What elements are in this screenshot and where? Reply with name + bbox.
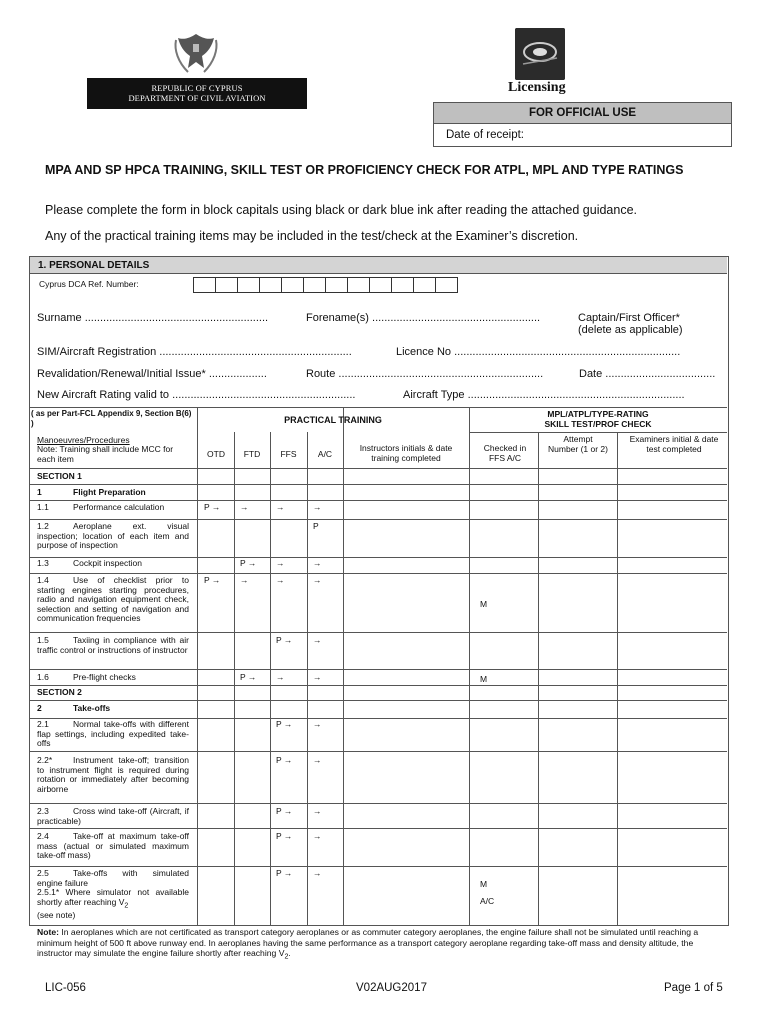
- ref-number-label: Cyprus DCA Ref. Number:: [39, 279, 139, 289]
- skill-test-heading-1: MPL/ATPL/TYPE-RATING: [547, 409, 649, 419]
- item-number: 1.6: [37, 672, 49, 682]
- surname-field[interactable]: Surname ............................................................: [37, 312, 269, 324]
- cell-ftd: P →: [240, 558, 257, 568]
- note-end: .: [288, 948, 291, 958]
- aircraft-type-field[interactable]: Aircraft Type .......................................................................: [403, 389, 685, 401]
- table-rule: [29, 407, 727, 408]
- official-use-heading: FOR OFFICIAL USE: [434, 103, 731, 124]
- table-rule: [29, 866, 727, 867]
- col-examiner: Examiners initial & date test completed: [629, 434, 719, 454]
- practical-training-heading: PRACTICAL TRAINING: [284, 415, 382, 425]
- ref-box[interactable]: [325, 277, 348, 293]
- cell-ffs: P →: [276, 635, 293, 645]
- cell-ftd: →: [240, 502, 249, 512]
- form-version: V02AUG2017: [356, 982, 427, 994]
- licensing-title: Licensing: [508, 80, 566, 95]
- item-number: 2.4: [37, 831, 49, 841]
- department-banner: [87, 78, 307, 109]
- item-description: Performance calculation: [73, 502, 165, 512]
- cell-checked: M: [480, 673, 488, 684]
- item-number: 1.2: [37, 521, 49, 531]
- table-rule: [29, 669, 727, 670]
- official-use-box: [433, 102, 732, 147]
- table-rule: [29, 632, 727, 633]
- new-rating-field[interactable]: New Aircraft Rating valid to ............................................................: [37, 389, 356, 401]
- cell-ac: →: [313, 755, 322, 765]
- section2-number: 2: [37, 703, 42, 713]
- cell-ffs: P →: [276, 831, 293, 841]
- section1-title: Flight Preparation: [73, 487, 146, 497]
- item-description: Take-offs with simulated engine failure 2.5.1* Where simulator not available shortly after reaching $V_2$ (see note): [37, 868, 189, 920]
- note-label: Note:: [37, 927, 59, 937]
- ref-box[interactable]: [281, 277, 304, 293]
- item-description: Pre-flight checks: [73, 672, 136, 682]
- table-rule: [29, 519, 727, 520]
- item-description: Instrument take-off; transition to instrument flight is required during rotation or immediately after becoming airborne: [37, 755, 189, 794]
- cell-ac: →: [313, 806, 322, 816]
- col-ffs: FFS: [280, 449, 297, 459]
- cell-checked: M: [480, 879, 488, 889]
- ref-box[interactable]: [391, 277, 414, 293]
- item-description: Cockpit inspection: [73, 558, 142, 568]
- table-rule: [29, 468, 727, 469]
- item-number: 1.3: [37, 558, 49, 568]
- cell-ffs: P →: [276, 755, 293, 765]
- ref-box[interactable]: [435, 277, 458, 293]
- item-description: Aeroplane ext. visual inspection; location of each item and purpose of inspection: [37, 521, 189, 550]
- cell-ffs: →: [276, 558, 285, 568]
- cell-ac: →: [313, 558, 322, 568]
- table-rule: [29, 484, 727, 485]
- item-description: Normal take-offs with different flap settings, including expedited take- offs: [37, 719, 189, 748]
- item-description: Cross wind take-off (Aircraft, if practicable): [37, 806, 189, 826]
- cell-ac: →: [313, 719, 322, 729]
- ref-box[interactable]: [413, 277, 436, 293]
- col-attempt: Attempt Number (1 or 2): [548, 434, 608, 454]
- table-column-rule: [234, 432, 235, 925]
- appendix-reference: ( as per Part-FCL Appendix 9, Section B(6) ): [31, 409, 192, 428]
- cell-ac: →: [313, 672, 322, 682]
- ref-box[interactable]: [215, 277, 238, 293]
- sim-registration-field[interactable]: SIM/Aircraft Registration ...............................................................: [37, 346, 352, 358]
- cell-ac: P: [313, 521, 319, 531]
- personal-details-heading: 1. PERSONAL DETAILS: [30, 257, 727, 274]
- ref-box[interactable]: [347, 277, 370, 293]
- cell-ftd: P →: [240, 672, 257, 682]
- cell-ffs: P →: [276, 806, 293, 816]
- section1-label: SECTION 1: [37, 471, 82, 481]
- col-checked: Checked in FFS A/C: [483, 443, 527, 463]
- cell-ac: →: [313, 635, 322, 645]
- cell-ffs: →: [276, 502, 285, 512]
- table-column-rule: [307, 432, 308, 925]
- col-instructor: Instructors initials & date training completed: [359, 443, 453, 463]
- cell-otd: P →: [204, 575, 221, 585]
- ref-box[interactable]: [303, 277, 326, 293]
- table-column-rule: [343, 432, 344, 925]
- mcc-note: Note: Training shall include MCC for each item: [37, 444, 174, 464]
- cell-ffs: →: [276, 672, 285, 682]
- table-column-rule: [538, 432, 539, 925]
- cell-checked: M: [480, 599, 488, 609]
- instruction-ink: Please complete the form in block capitals using black or dark blue ink after reading the attached guidance.: [45, 203, 638, 217]
- table-rule: [29, 700, 727, 701]
- licensing-logo: [515, 28, 565, 80]
- date-of-receipt-field[interactable]: Date of receipt:: [446, 129, 524, 141]
- form-number: LIC-056: [45, 982, 86, 994]
- item-description: Take-off at maximum take-off mass (actual or simulated maximum take-off mass): [37, 831, 189, 860]
- item-number: 1.5: [37, 635, 49, 645]
- section2-label: SECTION 2: [37, 687, 82, 697]
- captain-fo-label: Captain/First Officer*: [578, 312, 680, 324]
- instruction-discretion: Any of the practical training items may be included in the test/check at the Examiner’s discretion.: [45, 229, 579, 243]
- ref-box[interactable]: [237, 277, 260, 293]
- table-column-rule: [270, 432, 271, 925]
- cell-checked-secondary: A/C: [480, 896, 495, 906]
- cell-ac: →: [313, 831, 322, 841]
- item-description: Taxiing in compliance with air traffic control or instructions of instructor: [37, 635, 189, 655]
- manoeuvres-heading: Manoeuvres/Procedures: [37, 435, 130, 445]
- table-rule: [29, 803, 727, 804]
- cell-ffs: P →: [276, 719, 293, 729]
- route-field[interactable]: Route ...................................................................: [306, 368, 544, 380]
- table-rule: [29, 828, 727, 829]
- skill-test-heading-2: SKILL TEST/PROF CHECK: [544, 419, 652, 429]
- table-rule: [29, 925, 727, 926]
- table-column-rule: [617, 432, 618, 925]
- col-ftd: FTD: [243, 449, 261, 459]
- item-number: 2.3: [37, 806, 49, 816]
- cell-ac: →: [313, 502, 322, 512]
- table-rule: [469, 432, 727, 433]
- cell-ffs: →: [276, 575, 285, 585]
- note-subscript: 2: [284, 952, 289, 961]
- table-rule: [29, 751, 727, 752]
- delete-note: (delete as applicable): [578, 324, 683, 336]
- note-text: In aeroplanes which are not certificated as transport category aeroplanes or as commuter category aeroplanes, the engine failure shall not be simulated until reaching a minimum height of 500 ft above runway end. In aeroplanes having the same performance as a transport category aeroplane regarding take-off mass and density altitude, the instructor may simulate the engine failure shortly after reaching V: [37, 927, 699, 958]
- cell-ftd: →: [240, 575, 249, 585]
- ref-box[interactable]: [259, 277, 282, 293]
- item-description: Use of checklist prior to starting engines starting procedures, radio and navigation equipment check, selection and setting of navigation and communication frequencies: [37, 575, 189, 623]
- date-field[interactable]: Date ....................................: [579, 368, 716, 380]
- item-sub-description: 2.5.1* Where simulator not available shortly after reaching $V_2$ (see note): [37, 887, 189, 920]
- item-number: 2.2*: [37, 755, 53, 765]
- cyprus-emblem: [170, 28, 222, 78]
- forename-field[interactable]: Forename(s) .......................................................: [306, 312, 541, 324]
- col-ac: A/C: [317, 449, 333, 459]
- item-number: 1.1: [37, 502, 49, 512]
- section1-number: 1: [37, 487, 42, 497]
- table-rule: [29, 685, 727, 686]
- cell-ac: →: [313, 575, 322, 585]
- banner-line1: REPUBLIC OF CYPRUS: [151, 83, 243, 93]
- ref-box[interactable]: [193, 277, 216, 293]
- table-rule: [29, 500, 727, 501]
- table-rule: [29, 573, 727, 574]
- item-number: 1.4: [37, 575, 49, 585]
- section2-title: Take-offs: [73, 703, 111, 713]
- simulated-engine-failure-note: [37, 927, 722, 962]
- cell-ac: →: [313, 868, 322, 878]
- cell-otd: P →: [204, 502, 221, 512]
- ref-number-boxes[interactable]: [193, 277, 457, 293]
- col-otd: OTD: [207, 449, 225, 459]
- banner-line2: DEPARTMENT OF CIVIL AVIATION: [128, 93, 266, 103]
- form-title: MPA AND SP HPCA TRAINING, SKILL TEST OR PROFICIENCY CHECK FOR ATPL, MPL AND TYPE RATINGS: [45, 163, 684, 177]
- item-number: 2.1: [37, 719, 49, 729]
- cell-ffs: P →: [276, 868, 293, 878]
- item-number: 2.5: [37, 868, 49, 878]
- page-number: Page 1 of 5: [664, 982, 723, 994]
- ref-box[interactable]: [369, 277, 392, 293]
- revalidation-field[interactable]: Revalidation/Renewal/Initial Issue* ...................: [37, 368, 267, 380]
- licence-no-field[interactable]: Licence No ..........................................................................: [396, 346, 681, 358]
